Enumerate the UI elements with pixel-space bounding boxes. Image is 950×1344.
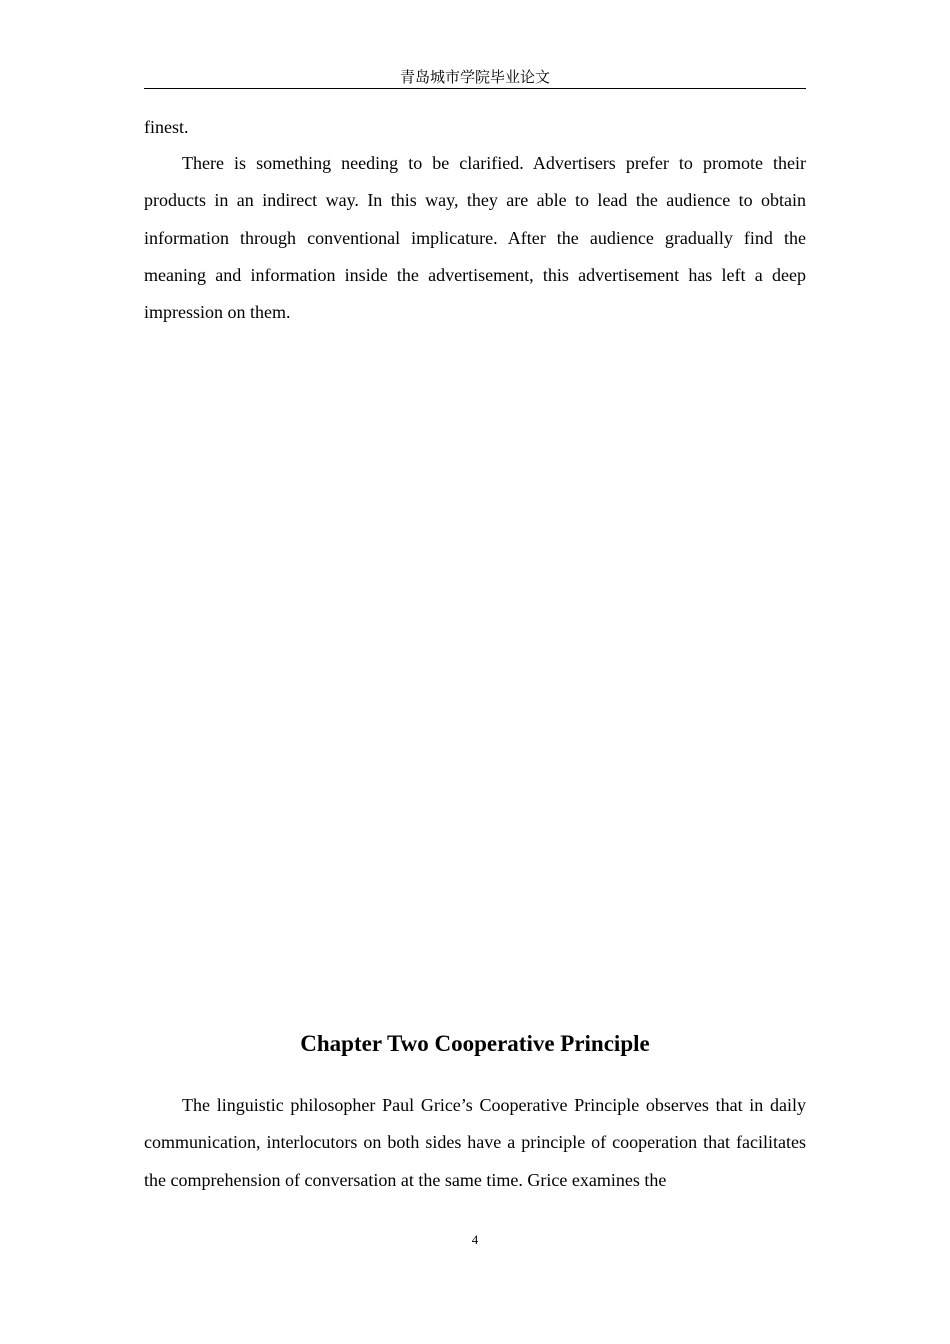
page-number: 4 [471, 1232, 479, 1247]
body-paragraph-2: The linguistic philosopher Paul Grice’s Cooperative Principle observes that in daily communication, interlocutors on both sides have a principle of cooperation that facilitates the comprehension of conversation at the same time. Grice examines the [144, 1095, 806, 1190]
chapter-heading: Chapter Two Cooperative Principle [300, 1031, 650, 1056]
continuation-line: finest. [144, 117, 189, 137]
body-paragraph-1: There is something needing to be clarified. Advertisers prefer to promote their products in an indirect way. In this way, they are able to lead the audience to obtain information through conventional implicature. After the audience gradually find the meaning and information inside the advertisement, this advertisement has left a deep impression on them. [144, 153, 806, 323]
running-header: 青岛城市学院毕业论文 [144, 66, 806, 89]
